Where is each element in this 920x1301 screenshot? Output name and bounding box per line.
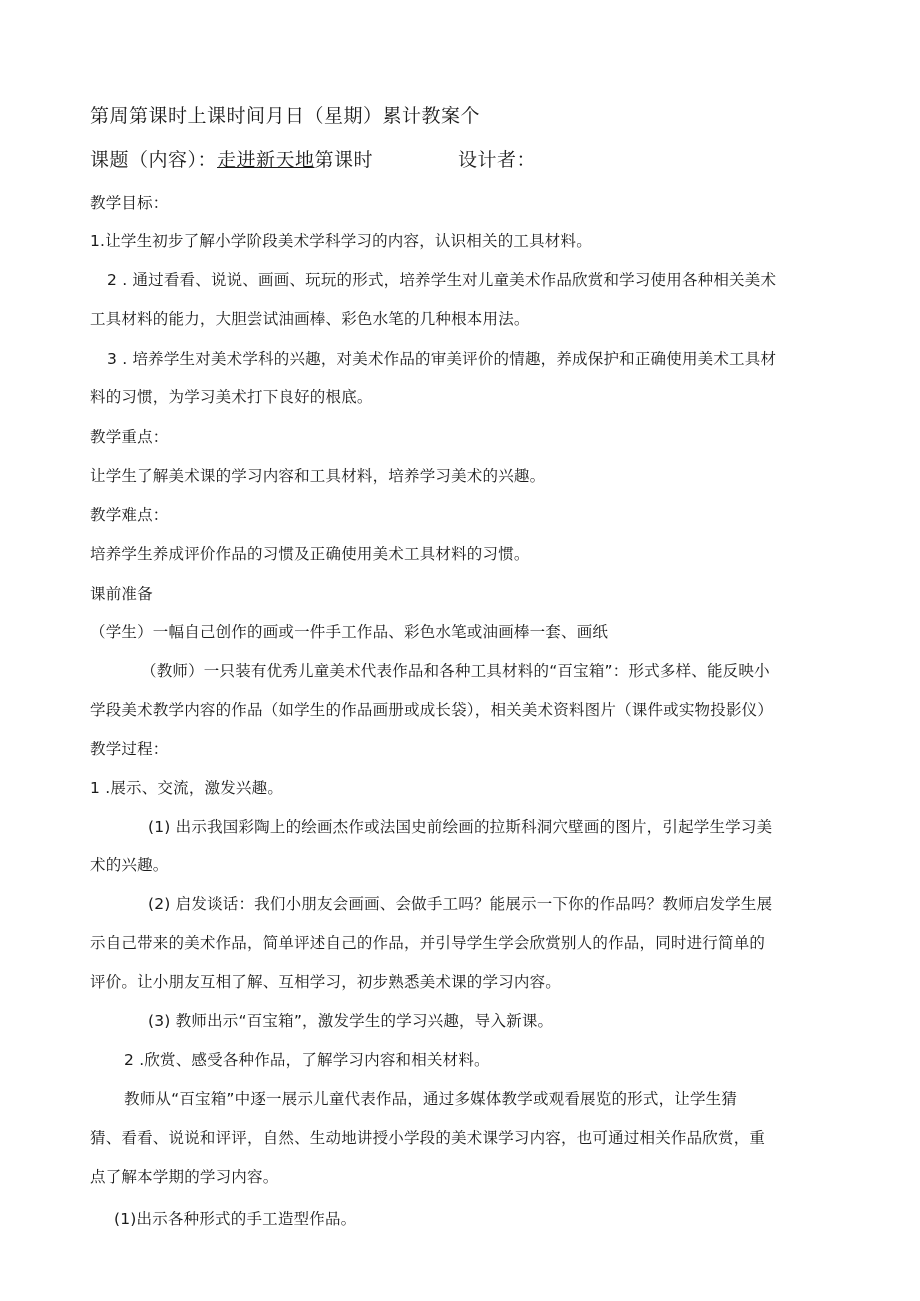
process-step-2: 2 .欣赏、感受各种作品，了解学习内容和相关材料。	[124, 1051, 490, 1069]
period-label: 第课时	[314, 149, 374, 171]
goal-item-1: 1.让学生初步了解小学阶段美术学科学习的内容，认识相关的工具材料。	[90, 232, 592, 250]
key-points-heading: 教学重点：	[90, 428, 169, 446]
preparation-teacher-line-2: 学段美术教学内容的作品（如学生的作品画册或成长袋），相关美术资料图片（课件或实物投影仪）	[90, 701, 774, 719]
preparation-student: （学生）一幅自己创作的画或一件手工作品、彩色水笔或油画棒一套、画纸	[90, 623, 609, 641]
goal-item-2-line-2: 工具材料的能力，大胆尝试油画棒、彩色水笔的几种根本用法。	[90, 310, 530, 328]
step-1-item-1-line-1: (1) 出示我国彩陶上的绘画杰作或法国史前绘画的拉斯科洞穴壁画的图片，引起学生学习美	[148, 818, 773, 836]
difficulties-text: 培养学生养成评价作品的习惯及正确使用美术工具材料的习惯。	[90, 545, 530, 563]
designer-label: 设计者：	[458, 149, 537, 171]
step-1-item-2-line-3: 评价。让小朋友互相了解、互相学习，初步熟悉美术课的学习内容。	[90, 973, 562, 991]
step-2-text-line-2: 猜、看看、说说和评评，自然、生动地讲授小学段的美术课学习内容，也可通过相关作品欣赏，重	[90, 1129, 766, 1147]
process-step-1: 1 .展示、交流，激发兴趣。	[90, 779, 284, 797]
step-2-text-line-3: 点了解本学期的学习内容。	[90, 1168, 279, 1186]
header-info-line: 第周第课时上课时间月日（星期）累计教案个	[90, 105, 481, 127]
step-1-item-3: (3) 教师出示“百宝箱”，激发学生的学习兴趣，导入新课。	[148, 1012, 554, 1030]
lesson-title-line	[90, 148, 373, 172]
step-1-item-2-line-1: (2) 启发谈话：我们小朋友会画画、会做手工吗？能展示一下你的作品吗？教师启发学生展	[148, 895, 773, 913]
difficulties-heading: 教学难点：	[90, 506, 169, 524]
topic-label: 课题（内容）：	[90, 149, 218, 171]
goal-item-2-line-1: 2 . 通过看看、说说、画画、玩玩的形式，培养学生对儿童美术作品欣赏和学习使用各种相关美术	[107, 271, 777, 289]
process-heading: 教学过程：	[90, 740, 169, 758]
goal-item-3-line-2: 料的习惯，为学习美术打下良好的根底。	[90, 388, 373, 406]
step-2-text-line-1: 教师从“百宝箱”中逐一展示儿童代表作品，通过多媒体教学或观看展览的形式，让学生猜	[124, 1090, 738, 1108]
key-points-text: 让学生了解美术课的学习内容和工具材料，培养学习美术的兴趣。	[90, 467, 546, 485]
topic-value: 走进新天地	[217, 149, 315, 171]
step-1-item-1-line-2: 术的兴趣。	[90, 856, 169, 874]
goal-item-3-line-1: 3 . 培养学生对美术学科的兴趣，对美术作品的审美评价的情趣，养成保护和正确使用美术工具材	[107, 350, 777, 368]
goals-heading: 教学目标：	[90, 194, 169, 212]
step-1-item-2-line-2: 示自己带来的美术作品，简单评述自己的作品，并引导学生学会欣赏别人的作品，同时进行简单的	[90, 934, 766, 952]
preparation-teacher-line-1: （教师）一只装有优秀儿童美术代表作品和各种工具材料的“百宝箱”：形式多样、能反映小	[141, 662, 770, 680]
preparation-heading: 课前准备	[90, 585, 153, 603]
step-2-item-1: (1)出示各种形式的手工造型作品。	[114, 1210, 357, 1228]
